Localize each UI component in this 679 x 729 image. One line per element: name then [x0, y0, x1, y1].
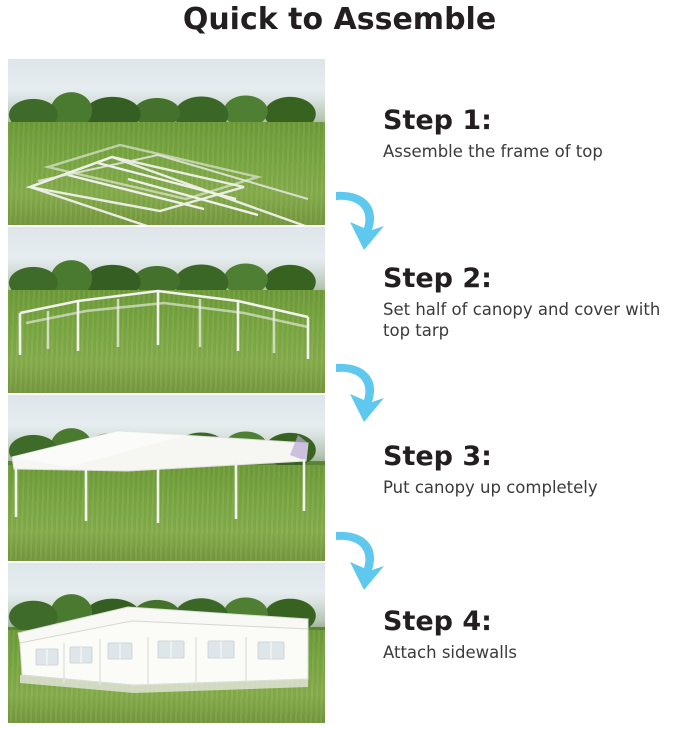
step-1-text: [383, 107, 675, 162]
step-2-text: [383, 265, 675, 342]
step-1-description: Assemble the frame of top: [383, 142, 603, 162]
step-2-heading: Step 2:: [383, 263, 492, 294]
step-4-text: [383, 608, 675, 663]
step-4-heading: Step 4:: [383, 606, 492, 637]
photo-step-2: [8, 227, 325, 393]
arrow-step1-to-step2: [330, 188, 388, 252]
step-3-text: [383, 443, 675, 498]
arrow-step2-to-step3: [330, 360, 388, 424]
frame-outline-raised: [8, 227, 325, 393]
step-3-heading: Step 3:: [383, 441, 492, 472]
step-3-description: Put canopy up completely: [383, 478, 598, 498]
photo-step-4: [8, 563, 325, 723]
frame-outline-flat: [8, 59, 325, 225]
tent-with-sidewalls: [8, 563, 325, 723]
photo-step-1: [8, 59, 325, 225]
photo-step-3: [8, 395, 325, 561]
page-title: Quick to Assemble: [182, 2, 497, 37]
step-1-heading: Step 1:: [383, 105, 492, 136]
arrow-step3-to-step4: [330, 528, 388, 592]
step-4-description: Attach sidewalls: [383, 643, 517, 663]
canopy-top: [8, 395, 325, 561]
step-2-description: Set half of canopy and cover with top tarp: [383, 300, 661, 341]
